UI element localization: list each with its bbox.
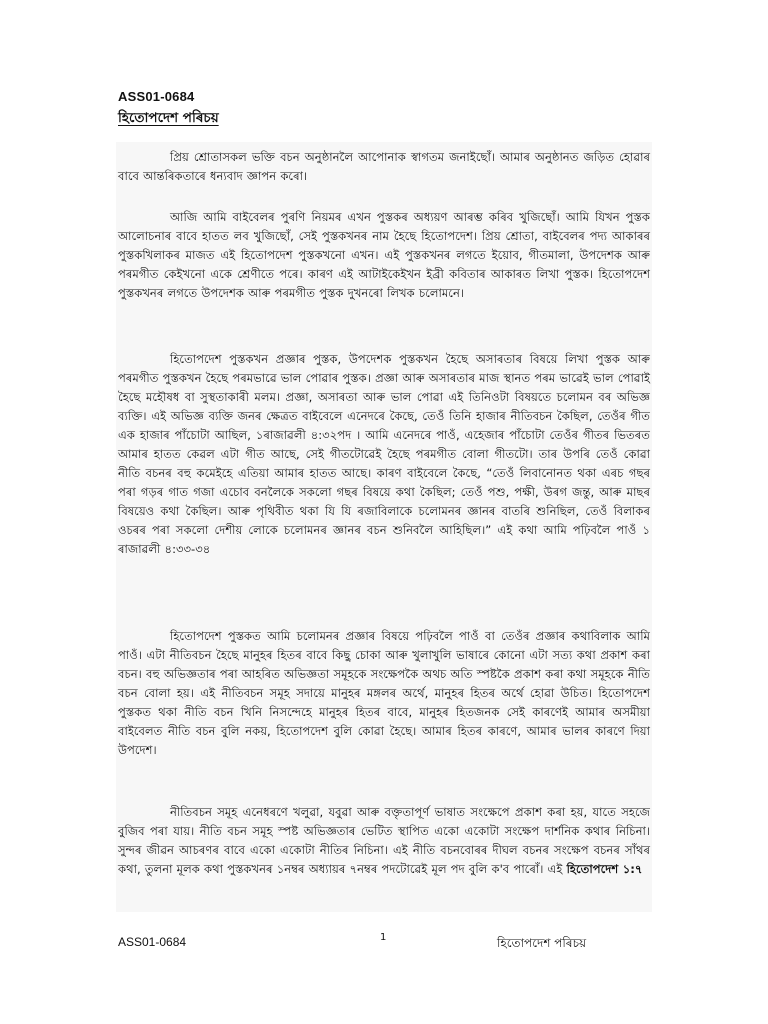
footer-page-number: 1 <box>380 932 387 943</box>
footer-document-id: ASS01-0684 <box>118 935 187 949</box>
paragraph-proverb-style <box>118 803 650 879</box>
footer-document-title: হিতোপদেশ পৰিচয় <box>497 936 587 950</box>
document-id: ASS01-0684 <box>118 89 195 104</box>
paragraph-greeting: প্ৰিয় শ্ৰোতাসকল ভক্তি বচন অনুষ্ঠানলৈ আপোনাক স্বাগতম জনাইছোঁ। আমাৰ অনুষ্ঠানত জড়িত হোৱাৰ বাবে আন্তৰিকতাৰে ধন্যবাদ জ্ঞাপন কৰো। <box>118 150 650 183</box>
key-verse-reference: হিতোপদেশ ১:৭ <box>566 862 643 876</box>
document-title: হিতোপদেশ পৰিচয় <box>118 110 219 126</box>
paragraph-introduction: আজি আমি বাইবেলৰ পুৰণি নিয়মৰ এখন পুস্তকৰ অধ্যয়ণ আৰম্ভ কৰিব খুজিছোঁ। আমি যিখন পুস্তক আলোচনাৰ বাবে হাতত লব খুজিছোঁ, সেই পুস্তকখনৰ নাম হৈছে হিতোপদেশ। প্ৰিয় শ্ৰোতা, বাইবেলৰ পদ্য আকাৰৰ পুস্তকখিলাকৰ মাজত এই হিতোপদেশ পুস্তকখনো এখন। এই পুস্তকখনৰ লগতে ইয়োব, গীতমালা, উপদেশক আৰু পৰমগীত কেইখনো একে শ্ৰেণীতে পৰে। কাৰণ এই আটাইকেইখন ইব্ৰী কবিতাৰ আকাৰত লিখা পুস্তক। হিতোপদেশ পুস্তকখনৰ লগতে উপদেশক আৰু পৰমগীত পুস্তক দুখনৰো লিখক চলোমনে। <box>118 210 650 300</box>
paragraph-solomon-wisdom: হিতোপদেশ পুস্তকখন প্ৰজ্ঞাৰ পুস্তক, উপদেশক পুস্তকখন হৈছে অসাৰতাৰ বিষয়ে লিখা পুস্তক আৰু পৰমগীত পুস্তকখন হৈছে পৰমভাৱে ভাল পোৱাৰ পুস্তক। প্ৰজ্ঞা আৰু অসাৰতাৰ মাজ স্থানত পৰম ভাৱেই ভাল পোৱাই হৈছে মহৌষধ বা সুস্থতাকাৰী মলম। প্ৰজ্ঞা, অসাৰতা আৰু ভাল পোৱা এই তিনিওটা বিষয়তে চলোমন বৰ অভিজ্ঞ ব্যক্তি। এই অভিজ্ঞ ব্যক্তি জনৰ ক্ষেত্ৰত বাইবেলে এনেদৰে কৈছে, তেওঁ তিনি হাজাৰ নীতিবচন কৈছিল, তেওঁৰ গীত এক হাজাৰ পাঁচোটা আছিল, ১ৰাজাৱলী ৪:৩২পদ । আমি এনেদৰে পাওঁ, এহেজাৰ পাঁচোটা তেওঁৰ গীতৰ ভিতৰত আমাৰ হাতত কেৱল এটা গীত আছে, সেই গীতটোৱেই হৈছে পৰমগীত বোলা গীতটো। তাৰ উপৰি তেওঁ কোৱা নীতি বচনৰ বহু কমেইহে এতিয়া আমাৰ হাতত আছে। কাৰণ বাইবেলে কৈছে, “তেওঁ লিবানোনত থকা এৰচ গছৰ পৰা গড়ৰ গাত গজা এচোব বনলৈকে সকলো গছৰ বিষয়ে কথা কৈছিল; তেওঁ পশু, পক্ষী, উৰগ জন্তু, আৰু মাছৰ বিষয়েও কথা কৈছিল। আৰু পৃথিবীত থকা যি যি ৰজাবিলাকে চলোমনৰ জ্ঞানৰ বাতৰি শুনিছিল, তেওঁ বিলাকৰ ওচৰৰ পৰা সকলো দেশীয় লোকে চলোমনৰ জ্ঞানৰ বচন শুনিবলৈ আহিছিল।” এই কথা আমি পঢ়িবলৈ পাওঁ ১ ৰাজাৱলী ৪:৩৩-৩৪ <box>118 352 650 556</box>
paragraph-proverb-style-text: নীতিবচন সমূহ এনেধৰণে খলুৱা, যবুৱা আৰু বক্তৃতাপূৰ্ণ ভাষাত সংক্ষেপে প্ৰকাশ কৰা হয়, যাতে সহজে বুজিব পৰা যায়। নীতি বচন সমূহ স্পষ্ট অভিজ্ঞতাৰ ভেটিত স্থাপিত একো একোটা সংক্ষেপ দাৰ্শনিক কথাৰ নিচিনা। সুন্দৰ জীৱন আচৰণৰ বাবে একো একোটা নীতিৰ নিচিনা। এই নীতি বচনবোৰৰ দীঘল বচনৰ সংক্ষেপ বচনৰ সাঁথৰ কথা, তুলনা মূলক কথা পুস্তকখনৰ ১নম্বৰ অধ্যায়ৰ ৭নম্বৰ পদটোৱেই মূল পদ বুলি ক'ব পাৰোঁ। এই <box>118 805 650 876</box>
paragraph-proverb-definition: হিতোপদেশ পুস্তকত আমি চলোমনৰ প্ৰজ্ঞাৰ বিষয়ে পঢ়িবলৈ পাওঁ বা তেওঁৰ প্ৰজ্ঞাৰ কথাবিলাক আমি পাওঁ। এটা নীতিবচন হৈছে মানুহৰ হিতৰ বাবে কিছু চোকা আৰু খুলাখুলি ভাষাৰে কোনো এটা সত্য কথা প্ৰকাশ কৰা বচন। বহু অভিজ্ঞতাৰ পৰা আহৰিত অভিজ্ঞতা সমূহকে সংক্ষেপকৈ অথচ অতি স্পষ্টকৈ প্ৰকাশ কৰা কথা সমূহকে নীতি বচন বোলা হয়। এই নীতিবচন সমূহ সদায়ে মানুহৰ মঙ্গলৰ অৰ্থে, মানুহৰ হিতৰ অৰ্থে হোৱা উচিত। হিতোপদেশ পুস্তকত থকা নীতি বচন খিনি নিসন্দেহে মানুহৰ হিতৰ বাবে, মানুহৰ হিতজনক সেই কাৰণেই আমাৰ অসমীয়া বাইবেলত নীতি বচন বুলি নকয়, হিতোপদেশ বুলি কোৱা হৈছে। আমাৰ হিতৰ কাৰণে, আমাৰ ভালৰ কাৰণে দিয়া উপদেশ। <box>118 629 650 757</box>
